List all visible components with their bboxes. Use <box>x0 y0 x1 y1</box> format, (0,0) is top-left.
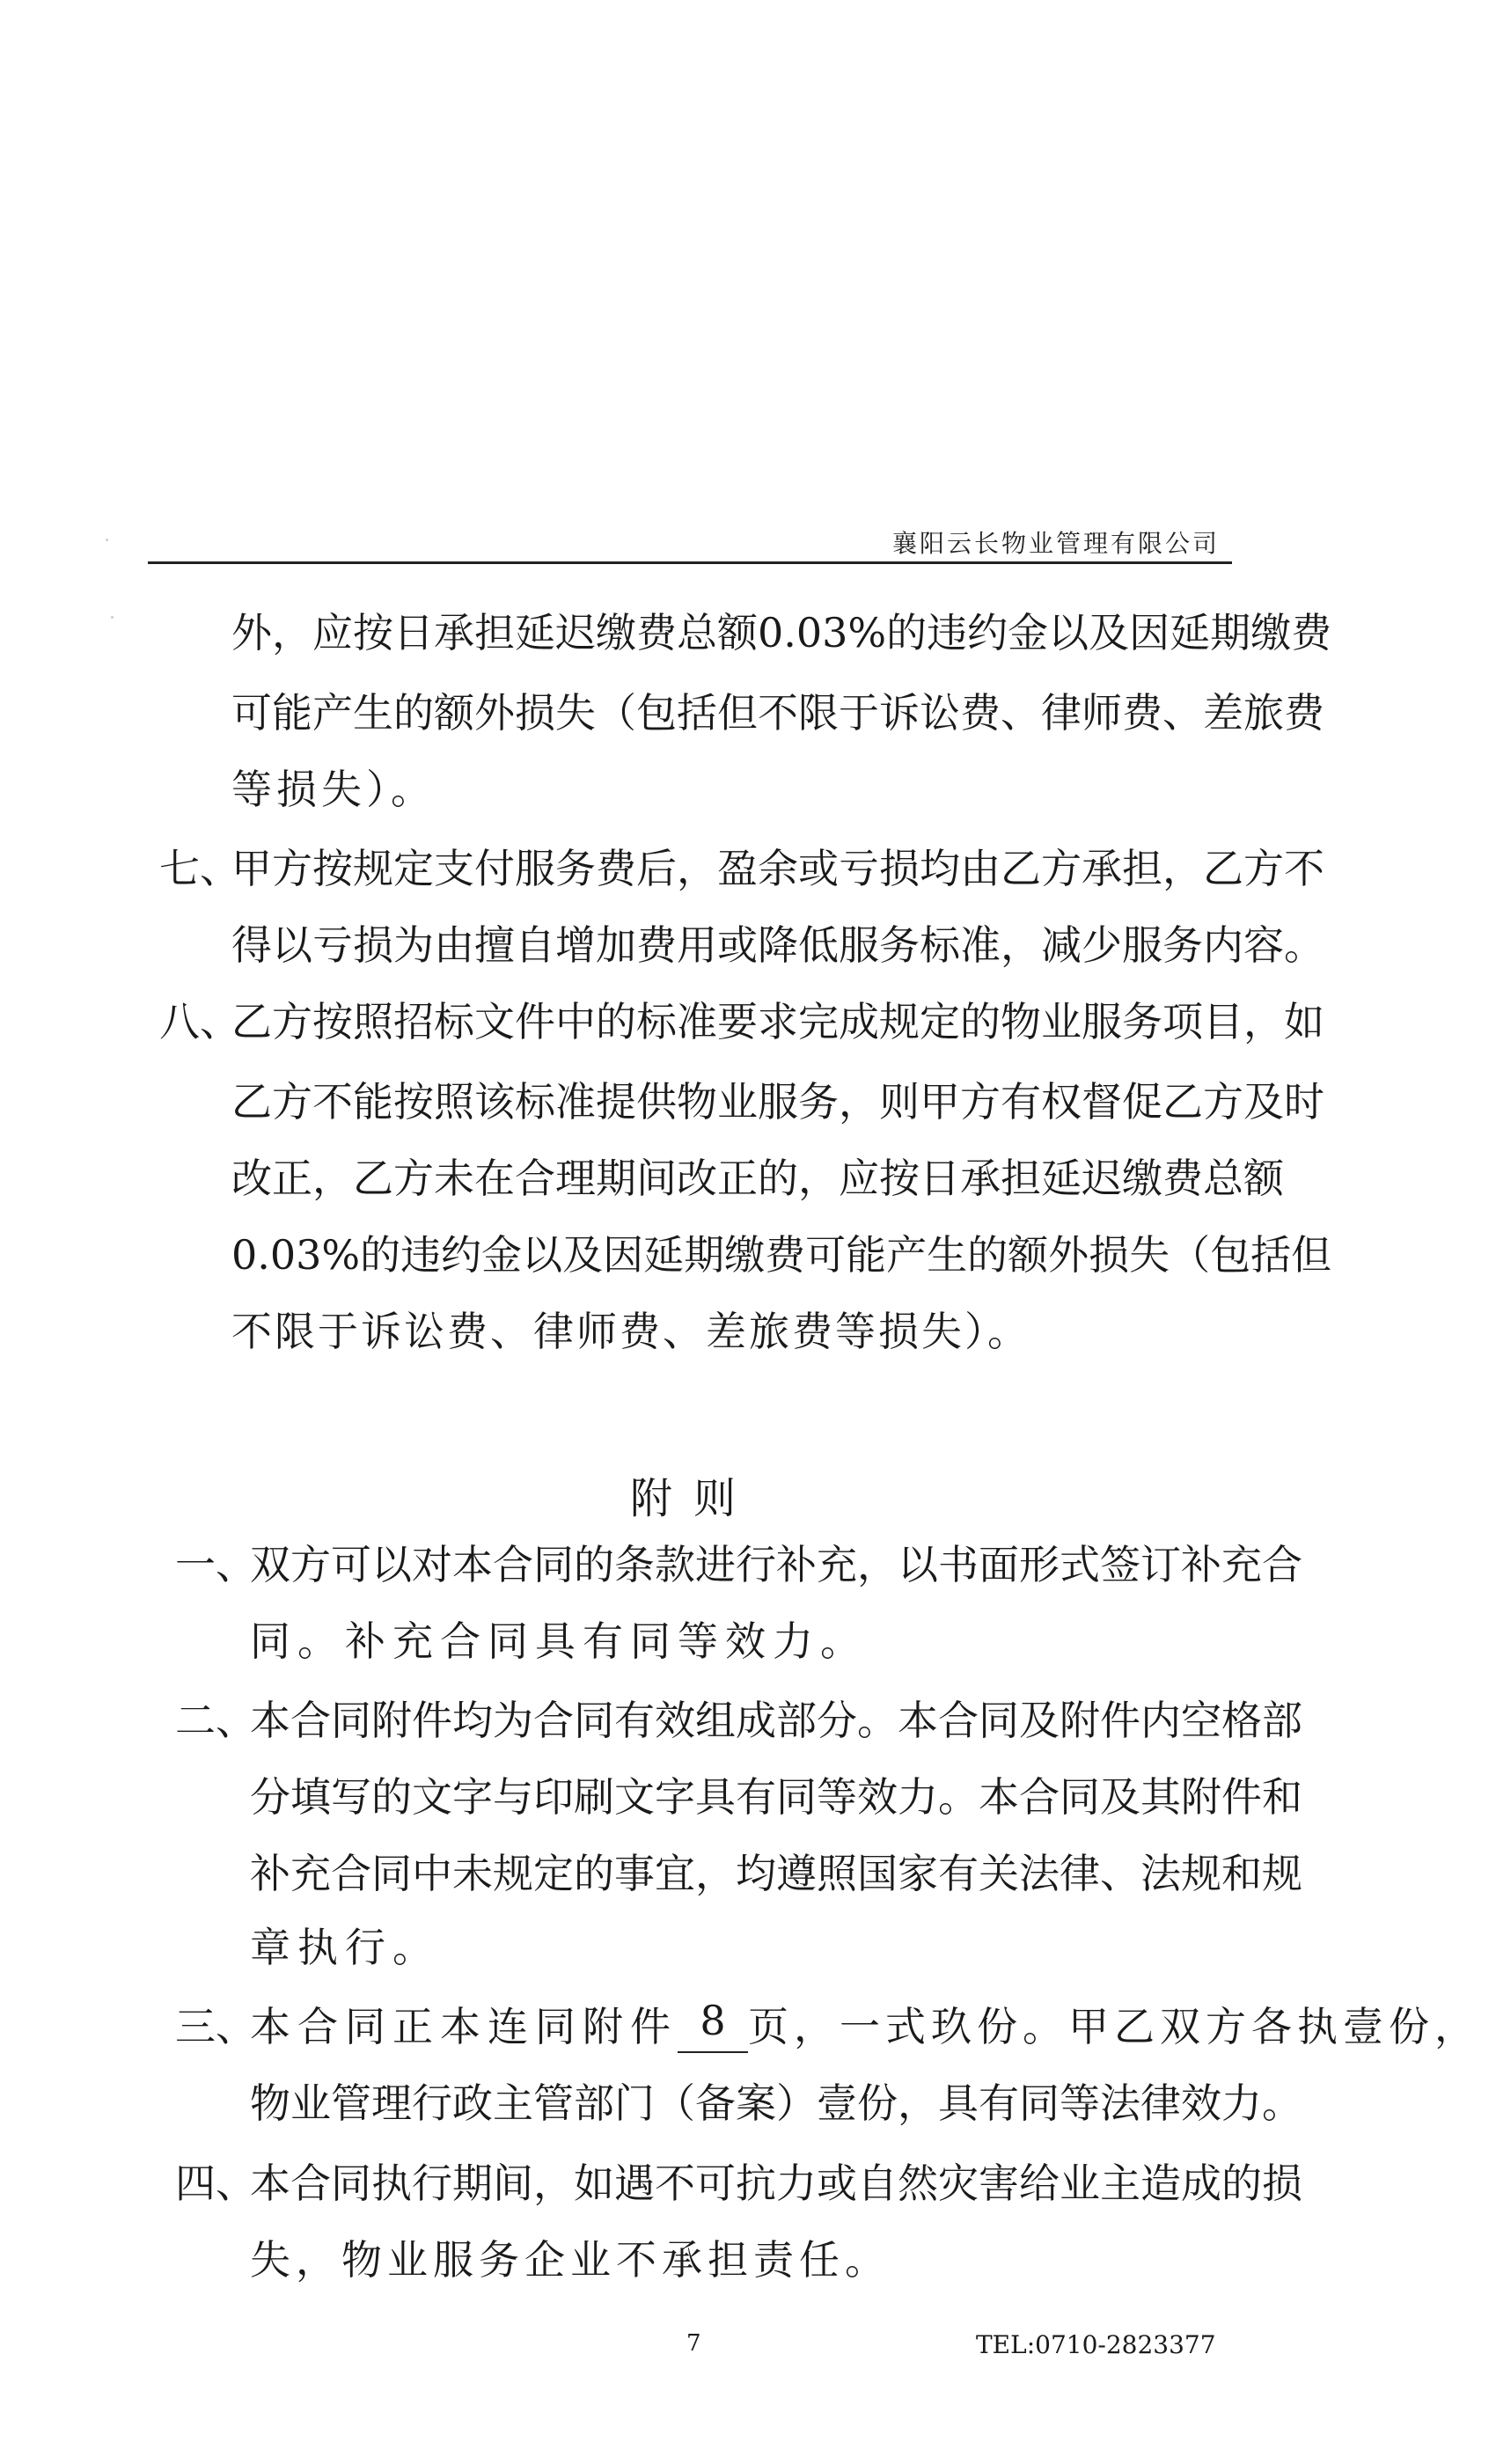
paragraph-line: 补充合同中未规定的事宜，均遵照国家有关法律、法规和规 <box>250 1850 1302 1897</box>
clause-number: 三、 <box>175 2003 256 2050</box>
paragraph-line: 双方可以对本合同的条款进行补充，以书面形式签订补充合 <box>250 1541 1302 1588</box>
scan-speck <box>106 539 108 541</box>
paragraph-line: 甲方按规定支付服务费后，盈余或亏损均由乙方承担，乙方不 <box>231 845 1324 892</box>
paragraph-line: 分填写的文字与印刷文字具有同等效力。本合同及其附件和 <box>250 1773 1302 1821</box>
paragraph-line: 同。补充合同具有同等效力。 <box>250 1617 868 1665</box>
paragraph-line: 物业管理行政主管部门（备案）壹份，具有同等法律效力。 <box>250 2079 1302 2127</box>
clause-number: 一、 <box>175 1541 256 1588</box>
paragraph-line: 乙方不能按照该标准提供物业服务，则甲方有权督促乙方及时 <box>231 1078 1324 1126</box>
paragraph-line: 本合同执行期间，如遇不可抗力或自然灾害给业主造成的损 <box>250 2160 1302 2207</box>
text-segment: 页，一式玖份。甲乙双方各执壹份， <box>748 2003 1480 2050</box>
footer-telephone: TEL:0710-2823377 <box>976 2330 1216 2359</box>
clause-number: 二、 <box>175 1697 256 1744</box>
paragraph-line: 本合同附件均为合同有效组成部分。本合同及附件内空格部 <box>250 1697 1302 1744</box>
paragraph-line <box>250 1997 1480 2053</box>
scan-speck <box>111 616 114 619</box>
paragraph-line: 外，应按日承担延迟缴费总额0.03%的违约金以及因延期缴费 <box>231 609 1332 656</box>
paragraph-line: 得以亏损为由擅自增加费用或降低服务标准，减少服务内容。 <box>231 921 1324 969</box>
clause-number: 四、 <box>175 2160 256 2207</box>
page-number: 7 <box>686 2330 701 2357</box>
text-segment: 本合同正本连同附件 <box>250 2003 678 2050</box>
clause-number: 七、 <box>159 845 240 892</box>
header-company-name: 襄阳云长物业管理有限公司 <box>891 529 1220 558</box>
paragraph-line: 乙方按照招标文件中的标准要求完成规定的物业服务项目，如 <box>231 998 1324 1045</box>
clause-number: 八、 <box>159 998 240 1045</box>
paragraph-line: 不限于诉讼费、律师费、差旅费等损失）。 <box>231 1308 1030 1355</box>
section-title: 附则 <box>629 1474 757 1523</box>
paragraph-line: 失，物业服务企业不承担责任。 <box>250 2236 891 2284</box>
paragraph-line: 等损失）。 <box>231 766 436 813</box>
paragraph-line: 0.03%的违约金以及因延期缴费可能产生的额外损失（包括但 <box>231 1231 1332 1279</box>
paragraph-line: 可能产生的额外损失（包括但不限于诉讼费、律师费、差旅费 <box>231 689 1324 737</box>
paragraph-line: 章执行。 <box>250 1924 440 1971</box>
header-rule <box>148 561 1232 564</box>
filled-pages-blank: 8 <box>678 2000 748 2053</box>
paragraph-line: 改正，乙方未在合理期间改正的，应按日承担延迟缴费总额 <box>231 1155 1284 1202</box>
